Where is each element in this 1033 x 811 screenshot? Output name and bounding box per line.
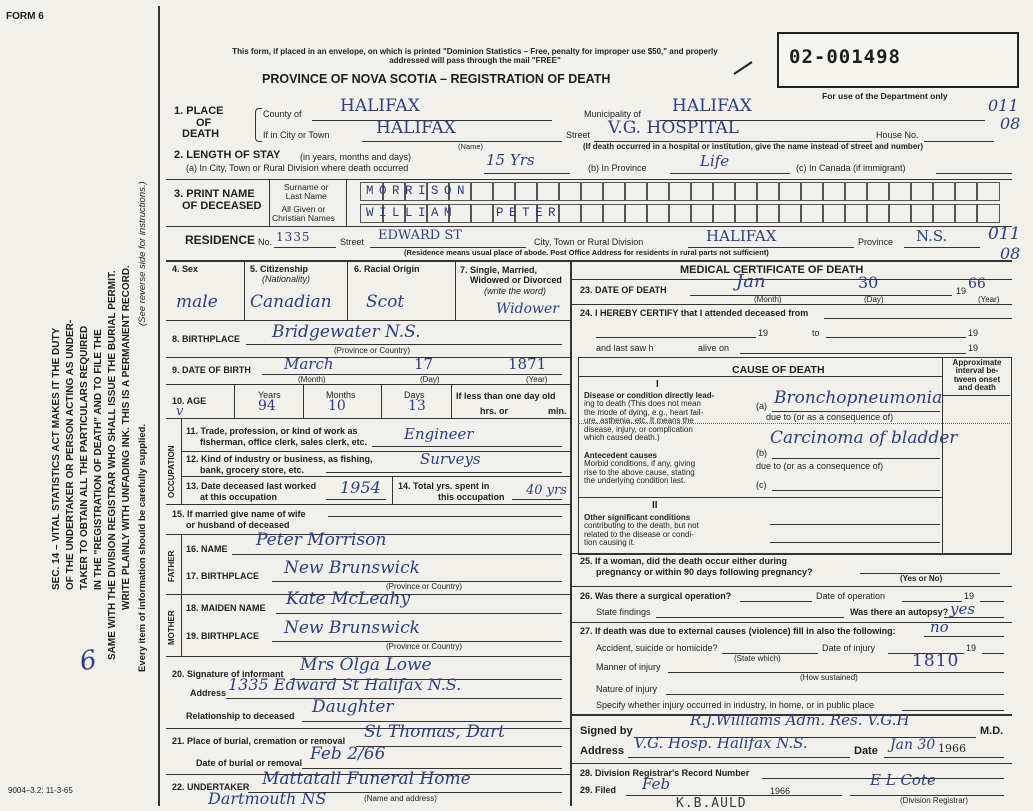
q25-label: 25. If a woman, did the death occur either during	[580, 556, 788, 566]
marital-label-1: 7. Single, Married,	[460, 265, 538, 275]
state-which-sublabel: (State which)	[734, 654, 781, 663]
letter-cell	[866, 204, 890, 223]
letter-cell	[470, 182, 494, 201]
marital-value[interactable]: Widower	[496, 301, 559, 317]
burial-date-label: Date of burial or removal	[196, 758, 303, 768]
other-line-1: Other significant conditions	[584, 513, 691, 522]
age-months-value[interactable]: 10	[328, 398, 346, 414]
form-title: PROVINCE OF NOVA SCOTIA – REGISTRATION OF DEATH	[262, 72, 611, 86]
place-note: (If death occurred in a hospital or institution, give the name instead of street and number)	[583, 142, 924, 151]
undertaker-sublabel: (Name and address)	[364, 794, 437, 803]
signed-label: Signed by	[580, 725, 633, 737]
mother-birthplace-sublabel: (Province or Country)	[386, 642, 463, 651]
q22-label: 22. UNDERTAKER	[172, 782, 250, 792]
q23-label: 23. DATE OF DEATH	[580, 285, 667, 295]
due-to-label-2: due to (or as a consequence of)	[756, 461, 884, 471]
injury-year: 19	[966, 643, 977, 653]
sidebar-line-2: OF THE UNDERTAKER OR PERSON ACTING AS UNDER-	[65, 319, 76, 590]
q14-sublabel: this occupation	[438, 491, 505, 502]
informant-address-value[interactable]: 1335 Edward St Halifax N.S.	[228, 675, 462, 694]
sidebar-line-8: (See reverse side for instructions.)	[137, 181, 148, 326]
manner-label: Manner of injury	[596, 662, 661, 672]
surname-label-1: Surname or	[284, 182, 329, 192]
registration-number: 02-001498	[789, 46, 901, 68]
sidebar-line-5: SAME WITH THE DIVISION REGISTRAR WHO SHALL ISSUE THE BURIAL PERMIT.	[107, 270, 118, 660]
surname-value[interactable]: MORRISON	[366, 184, 471, 198]
stay-label: 2. LENGTH OF STAY	[174, 149, 281, 161]
letter-cell	[910, 182, 934, 201]
dob-day-sublabel: (Day)	[420, 375, 440, 384]
letter-cell	[822, 182, 846, 201]
letter-cell	[646, 204, 670, 223]
q17-label: 17. BIRTHPLACE	[186, 571, 260, 581]
letter-cell	[954, 204, 978, 223]
cause-title: CAUSE OF DEATH	[732, 364, 825, 376]
physician-address-value[interactable]: V.G. Hosp. Halifax N.S.	[634, 734, 808, 752]
q11-sublabel: fisherman, office clerk, sales clerk, etc.	[200, 436, 368, 447]
place-bracket	[255, 108, 262, 142]
letter-cell	[976, 204, 1000, 223]
letter-cell	[580, 204, 604, 223]
disease-line-4: ure, asthenia, etc. It means the	[584, 416, 694, 426]
death-month[interactable]: Jan	[736, 271, 766, 292]
stay-c-label: (c) In Canada (if immigrant)	[796, 163, 906, 173]
q12-label: 12. Kind of industry or business, as fishing,	[186, 454, 373, 464]
q11-label: 11. Trade, profession, or kind of work as	[186, 426, 358, 436]
racial-label: 6. Racial Origin	[354, 264, 420, 274]
less-day-label: If less than one day old	[456, 391, 556, 401]
stay-b-value[interactable]: Life	[700, 152, 730, 170]
antecedent-title: Antecedent causes	[584, 451, 657, 460]
house-label: House No.	[876, 130, 919, 140]
q21-label: 21. Place of burial, cremation or removal	[172, 736, 346, 746]
md-label: M.D.	[980, 725, 1004, 737]
q26-label: 26. Was there a surgical operation?	[580, 591, 732, 601]
sidebar-line-6: WRITE PLAINLY WITH UNFADING INK. THIS IS A PERMANENT RECORD.	[121, 265, 132, 610]
cause-a-value[interactable]: Bronchopneumonia	[774, 388, 943, 408]
street-label: Street	[566, 130, 591, 140]
physician-signature[interactable]: R.J.Williams Adm. Res. V.G.H	[690, 711, 910, 729]
father-vertical-label: FATHER	[167, 550, 176, 582]
injury-date-label: Date of injury	[822, 643, 876, 653]
name-label-1: 3. PRINT NAME	[174, 188, 255, 200]
dept-code-2: 08	[1000, 114, 1021, 133]
undertaker-address-value[interactable]: Dartmouth NS	[208, 789, 327, 808]
q11-value[interactable]: Engineer	[404, 425, 474, 443]
death-year[interactable]: 66	[968, 276, 986, 292]
other-line-4: tion causing it.	[584, 538, 636, 548]
death-year-sublabel: (Year)	[978, 295, 1000, 304]
letter-cell	[778, 182, 802, 201]
residence-province-value[interactable]: N.S.	[916, 227, 948, 245]
physician-date-year[interactable]: 1966	[938, 742, 966, 755]
dob-label: 9. DATE OF BIRTH	[172, 365, 251, 375]
birthplace-sublabel: (Province or Country)	[334, 346, 411, 355]
age-days-label: Days	[404, 390, 425, 400]
residence-no-value[interactable]: 1335	[276, 230, 311, 244]
letter-cell	[888, 182, 912, 201]
antecedent-line-1: Morbid conditions, if any, giving	[584, 459, 696, 469]
q13-value[interactable]: 1954	[340, 478, 381, 497]
medical-title: MEDICAL CERTIFICATE OF DEATH	[680, 264, 864, 276]
dob-day[interactable]: 17	[414, 355, 434, 373]
letter-cell	[712, 182, 736, 201]
physician-address-label: Address	[580, 745, 625, 757]
sidebar-line-1: SEC. 14 – VITAL STATISTICS ACT MAKES IT THE DUTY	[51, 327, 62, 590]
filed-year: 1966	[770, 786, 791, 796]
death-day[interactable]: 30	[858, 273, 879, 292]
birthplace-value[interactable]: Bridgewater N.S.	[272, 322, 421, 342]
informant-signature[interactable]: Mrs Olga Lowe	[300, 655, 432, 675]
residence-street-value[interactable]: EDWARD ST	[378, 228, 462, 243]
interval-label: Approximate interval be- tween onset and death	[952, 358, 1002, 393]
sex-value[interactable]: male	[176, 292, 218, 312]
letter-cell	[932, 204, 956, 223]
city-name-sublabel: (Name)	[458, 142, 484, 151]
letter-cell	[514, 182, 538, 201]
disease-line-6: which caused death.)	[584, 432, 660, 442]
mother-birthplace-value[interactable]: New Brunswick	[284, 618, 420, 638]
residence-city-value[interactable]: HALIFAX	[706, 227, 777, 245]
racial-value[interactable]: Scot	[366, 292, 405, 312]
registration-number-box	[777, 32, 1019, 88]
death-day-sublabel: (Day)	[864, 295, 884, 304]
letter-cell	[756, 182, 780, 201]
autopsy-value[interactable]: yes	[950, 600, 976, 618]
marital-label-2: Widowed or Divorced	[470, 275, 562, 286]
q20-label: 20. Signature of informant	[172, 669, 284, 679]
county-value[interactable]: HALIFAX	[340, 96, 420, 116]
letter-cell	[558, 204, 582, 223]
citizenship-value[interactable]: Canadian	[250, 292, 332, 312]
operation-date-label: Date of operation	[816, 591, 886, 601]
name-label-2: OF DECEASED	[182, 200, 262, 213]
q24-to-year: 19	[968, 328, 979, 338]
registrar-stamp: K.B.AULD	[676, 796, 747, 811]
citizenship-sublabel: (Nationality)	[262, 273, 311, 284]
letter-cell	[756, 204, 780, 223]
residence-province-label: Province	[858, 237, 894, 247]
dept-code-4: 08	[1000, 244, 1021, 263]
letter-cell	[866, 182, 890, 201]
residence-no-label: No.	[258, 237, 273, 247]
mother-maiden-value[interactable]: Kate McLeahy	[286, 589, 411, 609]
letter-cell	[800, 204, 824, 223]
letter-cell	[844, 182, 868, 201]
q14-value[interactable]: 40 yrs	[526, 483, 567, 498]
residence-note: (Residence means usual place of abode. Post Office Address for residents in rural parts not sufficient)	[404, 248, 769, 257]
q16-label: 16. NAME	[186, 544, 228, 554]
other-line-2: contributing to the death, but not	[584, 521, 699, 531]
city-value[interactable]: HALIFAX	[376, 118, 456, 138]
accident-label: Accident, suicide or homicide?	[596, 643, 718, 653]
q25-sublabel: pregnancy or within 90 days following pregnancy?	[596, 567, 813, 578]
physician-date-label: Date	[854, 745, 878, 757]
q29-label: 29. Filed	[580, 785, 617, 795]
line-b-label: (b)	[756, 448, 767, 458]
registrar-sublabel: (Division Registrar)	[900, 796, 969, 805]
given-value[interactable]: WILLIAM PETER	[366, 206, 562, 220]
father-name-value[interactable]: Peter Morrison	[256, 530, 387, 550]
letter-cell	[888, 204, 912, 223]
dob-month[interactable]: March	[284, 355, 334, 373]
postal-notice: This form, if placed in an envelope, on which is printed "Dominion Statistics – Free, penalty for improper use $50," and properly addressed will pass through the mail "FREE"	[232, 47, 718, 66]
letter-cell	[800, 182, 824, 201]
place-label-3: DEATH	[182, 128, 220, 141]
age-label: 10. AGE	[172, 396, 207, 406]
how-sustained-sublabel: (How sustained)	[800, 673, 858, 682]
letter-cell	[734, 204, 758, 223]
county-label: County of	[263, 109, 302, 119]
citizenship-label: 5. Citizenship	[250, 264, 309, 274]
relationship-value[interactable]: Daughter	[312, 697, 394, 717]
burial-place-value[interactable]: St Thomas, Dart	[364, 722, 505, 742]
stay-a-value[interactable]: 15 Yrs	[486, 151, 535, 169]
alive-on-label: alive on	[698, 343, 730, 353]
registrar-signature[interactable]: E L Cote	[870, 771, 936, 789]
father-birthplace-value[interactable]: New Brunswick	[284, 558, 420, 578]
mother-vertical-label: MOTHER	[167, 610, 176, 645]
findings-label: State findings	[596, 607, 651, 617]
q15-label: 15. If married give name of wife	[172, 509, 306, 519]
operation-year: 19	[964, 591, 975, 601]
age-days-value[interactable]: 13	[408, 398, 426, 414]
manner-code[interactable]: 1810	[912, 651, 960, 671]
q13-sublabel: at this occupation	[200, 491, 278, 502]
residence-label: RESIDENCE	[185, 233, 256, 247]
letter-cell	[690, 204, 714, 223]
letter-cell	[822, 204, 846, 223]
letter-cell	[602, 182, 626, 201]
stay-b-label: (b) In Province	[588, 163, 647, 173]
letter-cell	[690, 182, 714, 201]
given-label-1: All Given or	[281, 204, 326, 214]
nature-label: Nature of injury	[596, 684, 658, 694]
age-years-label: Years	[258, 390, 281, 400]
letter-cell	[734, 182, 758, 201]
residence-city-label: City, Town or Rural Division	[534, 237, 644, 247]
pen-mark	[732, 58, 754, 78]
city-label: If in City or Town	[263, 130, 330, 140]
letter-cell	[976, 182, 1000, 201]
street-value[interactable]: V.G. HOSPITAL	[608, 118, 740, 138]
letter-cell	[602, 204, 626, 223]
q14-label: 14. Total yrs. spent in	[398, 481, 490, 491]
disease-line-1: Disease or condition directly lead-	[584, 391, 715, 400]
age-years-value[interactable]: 94	[258, 398, 276, 414]
letter-cell	[668, 182, 692, 201]
other-line-3: related to the disease or condi-	[584, 529, 694, 539]
q28-label: 28. Division Registrar's Record Number	[580, 768, 750, 778]
letter-cell	[668, 204, 692, 223]
stay-a-label: (a) In City, Town or Rural Division where death occurred	[186, 163, 409, 173]
letter-cell	[624, 182, 648, 201]
antecedent-line-2: rise to the above cause, stating	[584, 467, 695, 477]
letter-cell	[932, 182, 956, 201]
letter-cell	[646, 182, 670, 201]
alive-on-year: 19	[968, 343, 979, 353]
municipality-value[interactable]: HALIFAX	[672, 96, 752, 116]
disease-line-2: ing to death (This does not mean	[584, 399, 701, 409]
q12-value[interactable]: Surveys	[420, 450, 481, 468]
yes-no-sublabel: (Yes or No)	[900, 574, 943, 583]
dob-year-sublabel: (Year)	[526, 375, 548, 384]
dept-code-3: 011	[988, 224, 1021, 244]
father-birthplace-sublabel: (Province or Country)	[386, 582, 463, 591]
department-use-label: For use of the Department only	[822, 91, 948, 101]
q27-label: 27. If death was due to external causes (violence) fill in also the following:	[580, 626, 896, 636]
q18-label: 18. MAIDEN NAME	[186, 603, 266, 613]
birthplace-label: 8. BIRTHPLACE	[172, 334, 241, 344]
q24-from-year: 19	[758, 328, 769, 338]
letter-cell	[558, 182, 582, 201]
residence-street-label: Street	[340, 237, 365, 247]
sidebar-divider	[158, 6, 160, 806]
margin-mark: 6	[77, 644, 100, 678]
stay-sublabel: (in years, months and days)	[300, 152, 412, 162]
burial-date-value[interactable]: Feb 2/66	[310, 744, 386, 764]
form-number: FORM 6	[6, 11, 44, 22]
filed-value[interactable]: Feb	[642, 775, 671, 793]
sidebar-line-3: TAKER TO OBTAIN ALL THE PARTICULARS REQUIRED	[79, 325, 90, 590]
due-to-label-1: due to (or as a consequence of)	[766, 412, 894, 422]
disease-line-5: disease, injury, or complication	[584, 424, 693, 434]
injury-where-label: Specify whether injury occurred in industry, in home, or in public place	[596, 700, 874, 710]
place-label-2: OF	[196, 116, 212, 129]
letter-cell	[624, 204, 648, 223]
footer-code: 9004–3.2: 11-3-65	[8, 786, 73, 795]
autopsy-label: Was there an autopsy?	[850, 607, 949, 617]
cause-b-value[interactable]: Carcinoma of bladder	[770, 428, 958, 448]
disease-line-3: the mode of dying, e.g., heart fail-	[584, 407, 704, 417]
sidebar-line-4: IN THE "REGISTRATION OF DEATH" AND TO FILE THE	[93, 329, 104, 590]
letter-cell	[954, 182, 978, 201]
physician-date-value[interactable]: Jan 30	[890, 737, 936, 753]
q15-sublabel: or husband of deceased	[186, 519, 290, 530]
relationship-label: Relationship to deceased	[186, 711, 295, 721]
q24-label: 24. I HEREBY CERTIFY that I attended deceased from	[580, 308, 809, 318]
less-day-hrs: hrs. or	[480, 406, 509, 416]
letter-cell	[844, 204, 868, 223]
antecedent-line-3: the underlying condition last.	[584, 476, 686, 486]
surname-label-2: Last Name	[285, 190, 327, 201]
letter-cell	[778, 204, 802, 223]
sex-label: 4. Sex	[172, 264, 199, 274]
sidebar-line-7: Every item of information should be carefully supplied.	[137, 423, 148, 672]
line-c-label: (c)	[756, 480, 767, 490]
last-saw-label: and last saw h	[596, 343, 654, 353]
marital-label-3: (write the word)	[484, 285, 547, 296]
dept-code-1: 011	[988, 96, 1019, 115]
roman-one: I	[656, 379, 659, 390]
informant-address-label: Address	[190, 688, 227, 698]
occupation-vertical-label: OCCUPATION	[167, 445, 176, 498]
death-year-prefix: 19	[956, 286, 967, 296]
q27-value[interactable]: no	[930, 618, 949, 636]
letter-cell	[910, 204, 934, 223]
death-month-sublabel: (Month)	[754, 295, 782, 304]
letter-cell	[712, 204, 736, 223]
less-day-min: min.	[548, 406, 567, 416]
line-a-label: (a)	[756, 401, 767, 411]
municipality-label: Municipality of	[584, 109, 642, 119]
roman-two: II	[652, 500, 658, 511]
letter-cell	[580, 182, 604, 201]
q19-label: 19. BIRTHPLACE	[186, 631, 260, 641]
given-label-2: Christian Names	[272, 212, 335, 223]
q24-to: to	[812, 328, 820, 338]
letter-cell	[536, 182, 560, 201]
place-label-1: 1. PLACE	[174, 105, 224, 117]
undertaker-value[interactable]: Mattatall Funeral Home	[262, 769, 471, 789]
q13-label: 13. Date deceased last worked	[186, 481, 317, 491]
q12-sublabel: bank, grocery store, etc.	[200, 464, 305, 475]
dob-month-sublabel: (Month)	[298, 375, 326, 384]
letter-cell	[492, 182, 516, 201]
dob-year[interactable]: 1871	[508, 355, 547, 373]
age-months-label: Months	[326, 390, 356, 400]
